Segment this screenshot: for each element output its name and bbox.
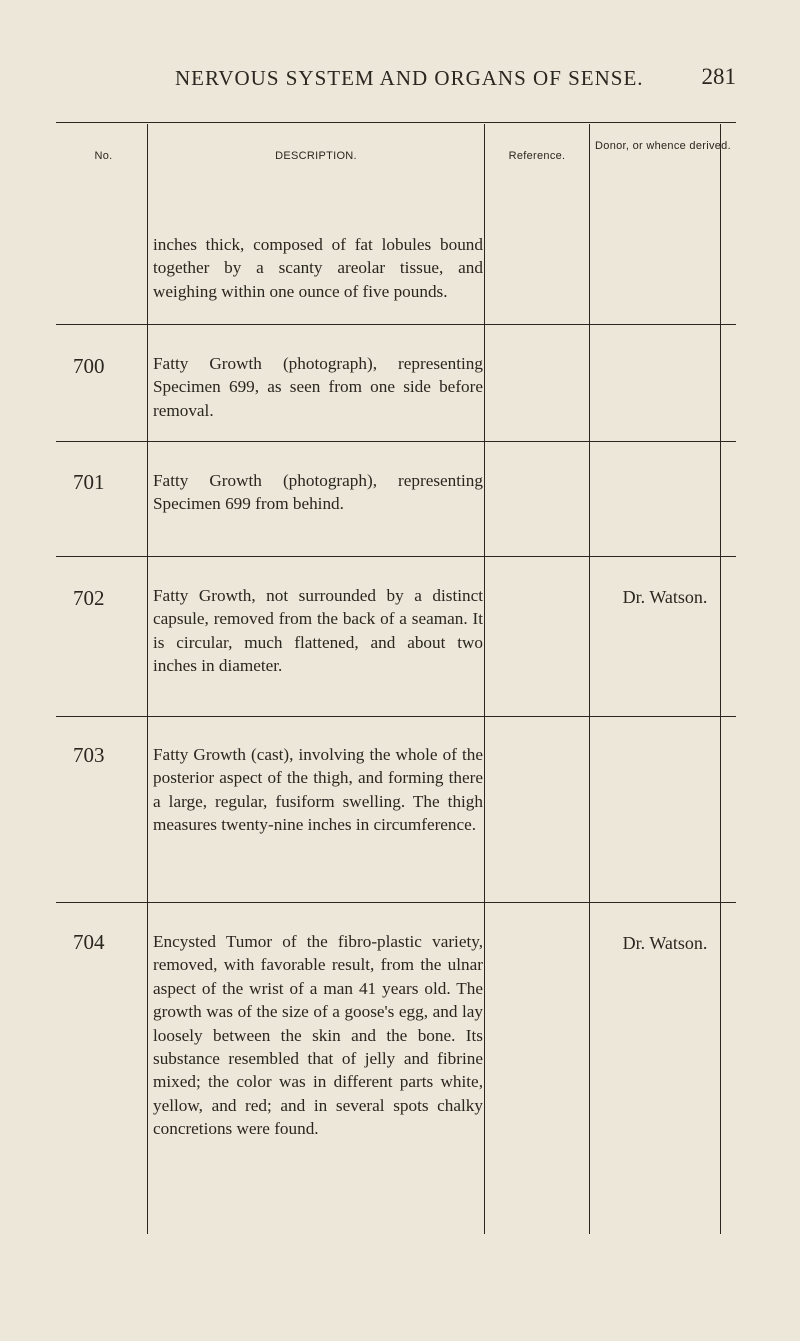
column-divider — [589, 124, 590, 1234]
column-divider — [720, 124, 721, 1234]
row-separator — [56, 556, 736, 557]
donor-name: Dr. Watson. — [622, 933, 708, 953]
specimen-number: 702 — [73, 586, 105, 610]
table-row-description: Fatty Growth (cast), involving the whole of the posterior aspect of the thigh, and forming there a large, regular, fusiform swelling. The thigh measures twenty-nine inches in circumference. — [153, 745, 483, 835]
column-header-no: No. — [94, 150, 113, 162]
column-header-description: DESCRIPTION. — [275, 150, 357, 162]
row-separator — [56, 716, 736, 717]
column-divider — [484, 124, 485, 1234]
page-number: 281 — [701, 64, 736, 89]
column-header-donor: Donor, or whence derived. — [595, 140, 731, 152]
table-row-description: Fatty Growth, not surrounded by a distinct capsule, removed from the back of a seaman. It is circular, much flattened, and about two inches in diameter. — [153, 586, 483, 676]
row-separator — [56, 441, 736, 442]
specimen-number: 703 — [73, 743, 105, 767]
donor-name: Dr. Watson. — [622, 587, 708, 607]
row-separator — [56, 902, 736, 903]
table-row-description: Encysted Tumor of the fibro-plastic variety, removed, with favorable result, from the ulnar aspect of the wrist of a man 41 years old. The growth was of the size of a goose's egg, and lay loosely between the skin and the bone. Its substance resembled that of jelly and fibrine mixed; the color was in different parts white, yellow, and red; and in several spots chalky concretions were found. — [153, 932, 483, 1139]
specimen-number: 704 — [73, 930, 105, 954]
row-separator — [56, 324, 736, 325]
table-row-description: Fatty Growth (photograph), representing Specimen 699, as seen from one side before removal. — [153, 354, 483, 420]
table-row-description: Fatty Growth (photograph), representing Specimen 699 from behind. — [153, 471, 483, 514]
column-divider — [147, 124, 148, 1234]
page-header — [60, 62, 736, 102]
specimen-number: 701 — [73, 470, 105, 494]
table-row-description: inches thick, composed of fat lobules bound together by a scanty areolar tissue, and weighing within one ounce of five pounds. — [153, 235, 483, 301]
running-title: NERVOUS SYSTEM AND ORGANS OF SENSE. — [175, 66, 644, 90]
table-top-rule — [56, 122, 736, 123]
column-header-reference: Reference. — [508, 150, 566, 162]
specimen-number: 700 — [73, 354, 105, 378]
